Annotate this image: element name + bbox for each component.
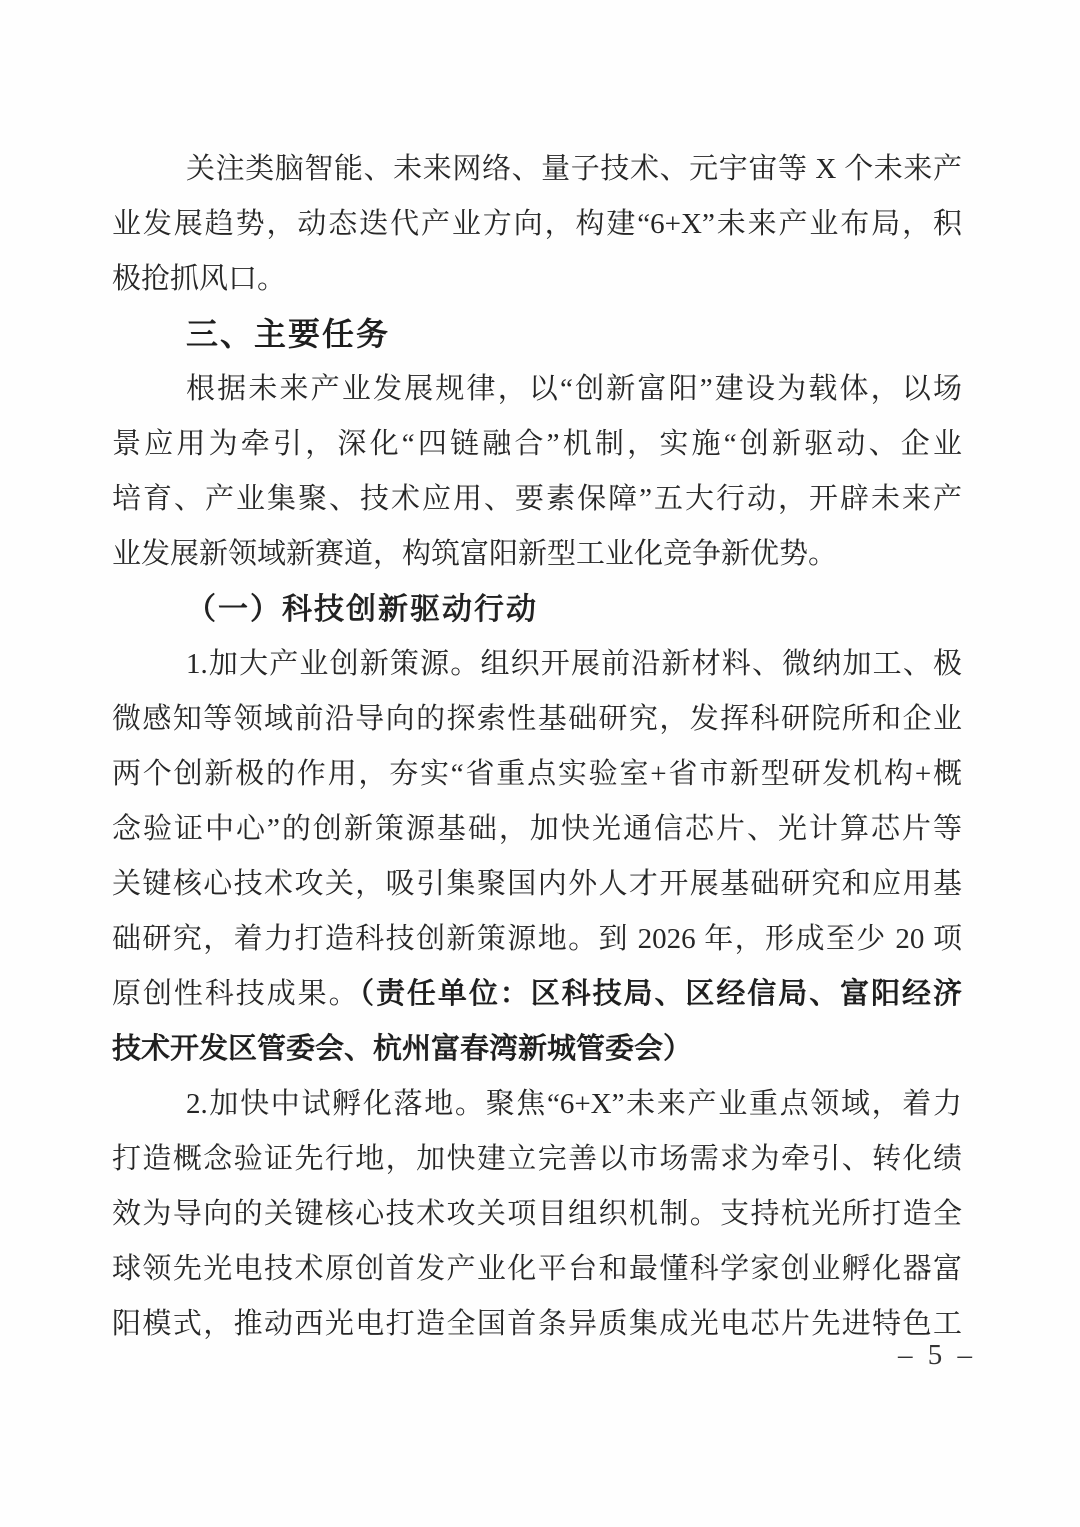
intro-paragraph-line: 极抢抓风口。 <box>112 263 287 295</box>
task1-paragraph-line: 两个创新极的作用，夯实“省重点实验室+省市新型研发机构+概 <box>112 758 962 790</box>
task1-responsibility-units: 技术开发区管委会、杭州富春湾新城管委会） <box>112 1033 693 1065</box>
section-heading-main-tasks: 三、主要任务 <box>186 316 391 352</box>
intro-paragraph-line: 业发展趋势，动态迭代产业方向，构建“6+X”未来产业布局，积 <box>112 208 962 240</box>
overview-paragraph-line: 培育、产业集聚、技术应用、要素保障”五大行动，开辟未来产 <box>112 483 962 515</box>
task1-responsibility-units: （责任单位：区科技局、区经信局、富阳经济 <box>359 978 962 1010</box>
subsection-heading-tech-innovation: （一）科技创新驱动行动 <box>186 593 538 626</box>
task2-paragraph-line: 阳模式，推动西光电打造全国首条异质集成光电芯片先进特色工 <box>112 1308 962 1340</box>
page-number: – 5 – <box>898 1339 976 1371</box>
task2-paragraph-line: 2.加快中试孵化落地。聚焦“6+X”未来产业重点领域，着力 <box>186 1088 962 1120</box>
task1-paragraph-line: 础研究，着力打造科技创新策源地。到 2026 年，形成至少 20 项 <box>112 923 962 955</box>
task1-paragraph-line: 关键核心技术攻关，吸引集聚国内外人才开展基础研究和应用基 <box>112 868 962 900</box>
document-body <box>112 142 962 1352</box>
task2-paragraph-line: 球领先光电技术原创首发产业化平台和最懂科学家创业孵化器富 <box>112 1253 962 1285</box>
overview-paragraph-line: 业发展新领域新赛道，构筑富阳新型工业化竞争新优势。 <box>112 538 838 570</box>
task1-paragraph-line-mixed <box>112 967 962 1022</box>
task2-paragraph-line: 打造概念验证先行地，加快建立完善以市场需求为牵引、转化绩 <box>112 1143 962 1175</box>
task2-paragraph-line: 效为导向的关键核心技术攻关项目组织机制。支持杭光所打造全 <box>112 1198 962 1230</box>
intro-paragraph-line: 关注类脑智能、未来网络、量子技术、元宇宙等 X 个未来产 <box>186 153 962 185</box>
overview-paragraph-line: 根据未来产业发展规律，以“创新富阳”建设为载体，以场 <box>186 373 962 405</box>
task1-result-text: 原创性科技成果。 <box>112 978 360 1010</box>
task1-paragraph-line: 念验证中心”的创新策源基础，加快光通信芯片、光计算芯片等 <box>112 813 962 845</box>
task1-paragraph-line: 1.加大产业创新策源。组织开展前沿新材料、微纳加工、极 <box>186 648 962 680</box>
task1-paragraph-line: 微感知等领域前沿导向的探索性基础研究，发挥科研院所和企业 <box>112 703 962 735</box>
overview-paragraph-line: 景应用为牵引，深化“四链融合”机制，实施“创新驱动、企业 <box>112 428 962 460</box>
